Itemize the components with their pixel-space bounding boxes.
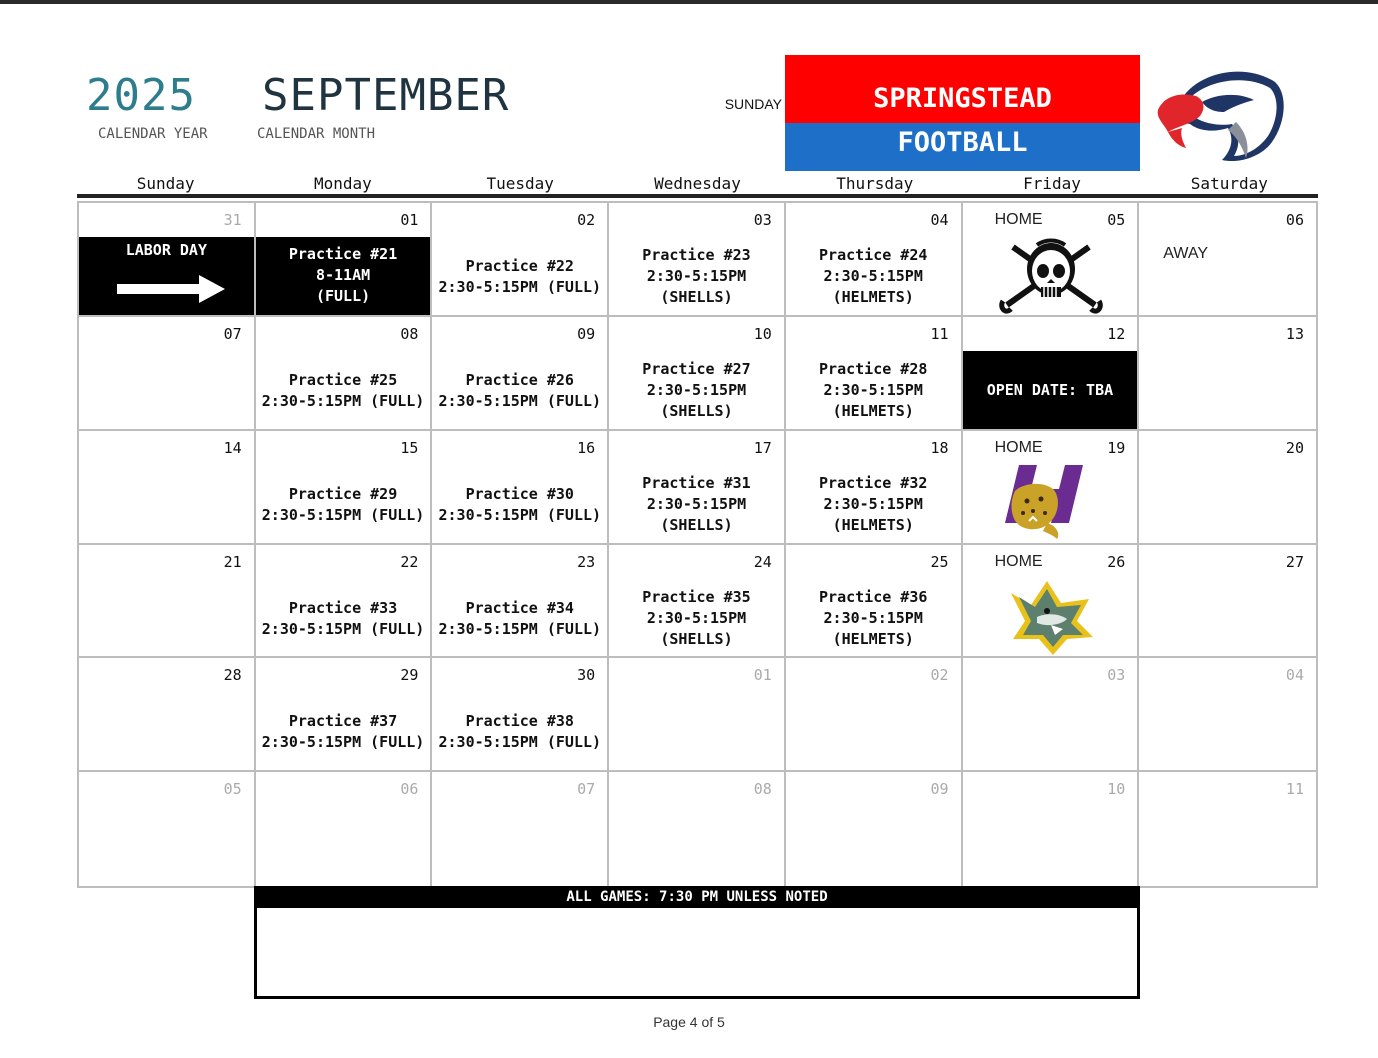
day-cell — [1139, 203, 1316, 317]
event-line: (HELMETS) — [832, 401, 914, 420]
team-banner — [785, 55, 1140, 171]
practice-event — [786, 245, 961, 308]
day-number: 07 — [223, 324, 242, 343]
practice-event — [256, 598, 431, 640]
home-label: HOME — [994, 438, 1043, 456]
day-cell — [609, 431, 786, 545]
practice-event — [609, 245, 784, 308]
home-label: HOME — [994, 211, 1043, 228]
weekday-label: Saturday — [1190, 174, 1268, 193]
event-line: Practice #28 — [819, 359, 928, 378]
practice-event — [256, 244, 431, 307]
practice-event — [609, 359, 784, 422]
event-line: 2:30-5:15PM (FULL) — [438, 278, 602, 296]
event-line: 2:30-5:15PM — [823, 608, 923, 627]
event-line: Practice #30 — [465, 484, 574, 503]
event-line: Practice #36 — [819, 587, 928, 606]
day-cell — [963, 658, 1140, 772]
event-line: 2:30-5:15PM (FULL) — [261, 733, 425, 752]
day-cell — [432, 431, 609, 545]
day-cell — [609, 545, 786, 659]
day-number: 01 — [400, 211, 419, 229]
day-number: 04 — [1285, 666, 1304, 685]
week-start-label: SUNDAY — [724, 96, 782, 112]
day-number: 25 — [930, 552, 949, 571]
day-number: 09 — [930, 780, 949, 799]
practice-event — [256, 370, 431, 412]
weekday-label: Friday — [1023, 174, 1081, 193]
day-cell — [786, 431, 963, 545]
day-cell — [256, 317, 433, 431]
day-number: 06 — [1285, 211, 1304, 229]
practice-event — [609, 587, 784, 650]
event-line: Practice #23 — [642, 246, 751, 264]
day-cell — [79, 317, 256, 431]
calendar-year-caption: CALENDAR YEAR — [98, 126, 208, 142]
event-line: 8-11AM — [315, 266, 371, 284]
event-line: 2:30-5:15PM — [646, 494, 747, 513]
practice-event — [786, 359, 961, 422]
day-number: 05 — [223, 780, 242, 799]
day-cell — [1139, 317, 1316, 431]
weekday-label: Tuesday — [486, 174, 554, 193]
day-number: 18 — [930, 438, 949, 457]
day-cell — [963, 772, 1140, 886]
jaguar-h-icon — [997, 463, 1105, 543]
day-cell — [432, 545, 609, 659]
day-number: 11 — [930, 324, 949, 343]
event-line: 2:30-5:15PM (FULL) — [438, 505, 602, 524]
page-number: Page 4 of 5 — [653, 1014, 725, 1030]
day-number: 20 — [1285, 438, 1304, 457]
highlight-box — [256, 237, 431, 315]
event-line: 2:30-5:15PM (FULL) — [261, 619, 425, 638]
day-number: 09 — [577, 324, 596, 343]
day-cell — [963, 545, 1140, 659]
day-number: 16 — [577, 438, 596, 457]
practice-event — [432, 711, 607, 753]
day-cell — [786, 772, 963, 886]
day-cell — [1139, 772, 1316, 886]
day-cell — [256, 772, 433, 886]
day-number: 08 — [753, 780, 772, 799]
day-cell — [786, 658, 963, 772]
day-cell — [609, 317, 786, 431]
calendar-grid — [77, 201, 1318, 888]
day-cell — [1139, 545, 1316, 659]
labor-day-box — [79, 237, 254, 315]
day-number: 10 — [1107, 780, 1126, 799]
day-cell — [609, 203, 786, 317]
day-cell — [786, 317, 963, 431]
weekday-label: Thursday — [836, 174, 914, 193]
day-number: 24 — [753, 552, 772, 571]
event-line: Practice #32 — [819, 473, 928, 492]
event-line: (SHELLS) — [660, 515, 733, 534]
event-line: (HELMETS) — [832, 515, 914, 534]
day-cell — [79, 431, 256, 545]
event-line: 2:30-5:15PM (FULL) — [261, 505, 425, 524]
day-number: 29 — [400, 666, 419, 685]
day-number: 26 — [1107, 552, 1126, 571]
event-line: (SHELLS) — [660, 288, 733, 306]
day-number: 03 — [753, 211, 772, 229]
day-cell — [256, 431, 433, 545]
event-line: Practice #35 — [642, 587, 751, 606]
eagle-head-icon — [1150, 62, 1290, 166]
day-cell — [432, 317, 609, 431]
games-note-box — [254, 886, 1140, 999]
event-line: (HELMETS) — [832, 629, 914, 648]
banner-school: SPRINGSTEAD — [785, 55, 1140, 123]
event-line: 2:30-5:15PM (FULL) — [438, 391, 602, 410]
day-cell — [1139, 658, 1316, 772]
calendar-month: SEPTEMBER — [262, 70, 510, 121]
event-line: Practice #38 — [465, 712, 574, 731]
practice-event — [432, 370, 607, 412]
day-cell — [432, 658, 609, 772]
event-line: Practice #24 — [819, 246, 928, 264]
day-number: 27 — [1285, 552, 1304, 571]
day-number: 22 — [400, 552, 419, 571]
day-number: 03 — [1107, 666, 1126, 685]
calendar-month-caption: CALENDAR MONTH — [257, 126, 376, 142]
event-line: (SHELLS) — [660, 401, 733, 420]
arrow-right-icon — [117, 275, 225, 303]
day-cell — [1139, 431, 1316, 545]
weekday-label: Monday — [314, 174, 372, 193]
event-line: Practice #33 — [288, 598, 398, 617]
practice-event — [432, 598, 607, 640]
event-line: (FULL) — [315, 287, 371, 305]
day-number: 10 — [753, 324, 772, 343]
day-cell — [79, 203, 256, 317]
event-line: 2:30-5:15PM — [823, 267, 923, 285]
day-cell — [256, 658, 433, 772]
day-number: 15 — [400, 438, 419, 457]
day-number: 28 — [223, 666, 242, 685]
day-cell — [79, 658, 256, 772]
event-line: (SHELLS) — [660, 629, 733, 648]
weekday-label: Wednesday — [654, 174, 741, 193]
day-number: 04 — [930, 211, 949, 229]
event-line: (HELMETS) — [832, 288, 914, 306]
event-line: 2:30-5:15PM — [823, 494, 923, 513]
weekday-header — [77, 174, 1318, 198]
pirate-skull-icon — [997, 235, 1105, 315]
event-line: Practice #26 — [465, 370, 574, 389]
day-cell — [79, 772, 256, 886]
day-cell — [256, 203, 433, 317]
event-line: Practice #29 — [288, 484, 398, 503]
day-number: 14 — [223, 438, 242, 457]
day-cell — [963, 203, 1140, 317]
event-line: 2:30-5:15PM (FULL) — [438, 619, 602, 638]
home-label: HOME — [994, 552, 1043, 570]
day-number: 05 — [1107, 211, 1126, 229]
practice-event — [609, 473, 784, 536]
day-number: 11 — [1285, 780, 1304, 799]
day-number: 30 — [577, 666, 596, 685]
practice-event — [432, 484, 607, 526]
calendar-year: 2025 — [86, 70, 196, 121]
day-number: 07 — [577, 780, 596, 799]
day-number: 02 — [577, 211, 596, 229]
event-line: Practice #21 — [288, 245, 398, 263]
practice-event — [256, 711, 431, 753]
day-number: 02 — [930, 666, 949, 685]
day-cell — [79, 545, 256, 659]
day-number: 12 — [1107, 324, 1126, 343]
open-date-label: OPEN DATE: TBA — [963, 351, 1138, 429]
day-cell — [609, 772, 786, 886]
day-cell — [432, 203, 609, 317]
event-line: Practice #27 — [642, 359, 751, 378]
day-number: 31 — [223, 211, 242, 229]
event-line: 2:30-5:15PM (FULL) — [261, 391, 425, 410]
practice-event — [432, 256, 607, 298]
day-number: 13 — [1285, 324, 1304, 343]
event-line: 2:30-5:15PM — [646, 267, 747, 285]
day-cell — [786, 545, 963, 659]
event-line: Practice #22 — [465, 257, 574, 275]
day-cell — [786, 203, 963, 317]
day-number: 08 — [400, 324, 419, 343]
event-line: 2:30-5:15PM — [823, 380, 923, 399]
wolf-head-icon — [997, 577, 1105, 657]
event-line: 2:30-5:15PM — [646, 380, 747, 399]
event-line: 2:30-5:15PM (FULL) — [438, 733, 602, 752]
practice-event — [786, 587, 961, 650]
weekday-label: Sunday — [136, 174, 195, 193]
day-cell — [432, 772, 609, 886]
day-cell — [963, 317, 1140, 431]
day-number: 01 — [753, 666, 772, 685]
day-number: 17 — [753, 438, 772, 457]
event-line: 2:30-5:15PM — [646, 608, 747, 627]
day-number: 06 — [400, 780, 419, 799]
day-number: 19 — [1107, 438, 1126, 457]
day-cell — [963, 431, 1140, 545]
day-number: 23 — [577, 552, 596, 571]
day-cell — [256, 545, 433, 659]
holiday-label: LABOR DAY — [125, 241, 207, 259]
banner-sport: FOOTBALL — [785, 123, 1140, 171]
practice-event — [786, 473, 961, 536]
day-number: 21 — [223, 552, 242, 571]
event-line: Practice #37 — [288, 712, 398, 731]
away-label: AWAY — [1163, 245, 1209, 262]
practice-event — [256, 484, 431, 526]
day-cell — [609, 658, 786, 772]
event-line: Practice #25 — [288, 370, 398, 389]
top-rule — [0, 0, 1378, 4]
event-line: Practice #31 — [642, 473, 751, 492]
games-note: ALL GAMES: 7:30 PM UNLESS NOTED — [257, 886, 1137, 908]
event-line: Practice #34 — [465, 598, 574, 617]
